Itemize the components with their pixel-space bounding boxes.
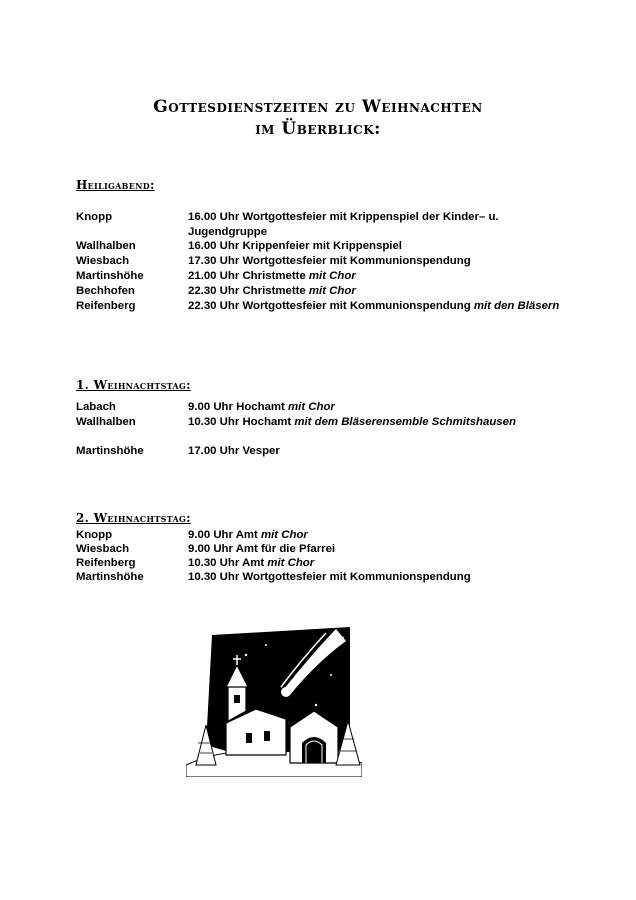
schedule-time-text: 10.30 Uhr Hochamt	[188, 416, 292, 428]
schedule-text	[188, 210, 566, 240]
page-title-line-1: Gottesdienstzeiten zu Weihnachten	[153, 97, 483, 117]
schedule-place: Martinshöhe	[76, 445, 144, 457]
schedule-note: mit den Bläsern	[473, 300, 560, 312]
schedule-place: Bechhofen	[76, 285, 135, 297]
schedule-time-text: 16.00 Uhr Wortgottesfeier mit Krippenspiel der Kinder– u. Jugendgruppe	[188, 211, 499, 238]
schedule-place: Knopp	[76, 529, 113, 541]
schedule-place: Wiesbach	[76, 255, 130, 267]
schedule-place: Reifenberg	[76, 557, 136, 569]
schedule-place: Wiesbach	[76, 543, 130, 555]
schedule-time-text: 9.00 Uhr Amt	[188, 529, 258, 541]
schedule-time-text: 17.00 Uhr Vesper	[188, 445, 280, 457]
church-comet-icon	[186, 615, 362, 777]
schedule-time-text: 9.00 Uhr Amt für die Pfarrei	[188, 543, 336, 555]
section-heading-weihnachtstag-1: 1. Weihnachtstag:	[76, 378, 191, 392]
schedule-time-text: 22.30 Uhr Christmette	[188, 285, 306, 297]
schedule-place: Wallhalben	[76, 240, 136, 252]
section-heading-heiligabend: Heiligabend:	[76, 178, 155, 192]
schedule-place: Martinshöhe	[76, 571, 144, 583]
schedule-time-text: 9.00 Uhr Hochamt	[188, 401, 285, 413]
christmas-church-comet-illustration	[186, 615, 362, 777]
schedule-note: mit Chor	[308, 285, 356, 297]
schedule-note: mit Chor	[288, 401, 335, 413]
schedule-note: mit Chor	[308, 270, 356, 282]
schedule-time-text: 22.30 Uhr Wortgottesfeier mit Kommunionspendung	[188, 300, 471, 312]
schedule-place: Knopp	[76, 211, 113, 223]
schedule-note: mit Chor	[267, 557, 315, 569]
schedule-note: mit Chor	[261, 529, 308, 541]
page-title	[0, 96, 636, 140]
schedule-note: mit dem Bläserensemble Schmitshausen	[294, 416, 516, 428]
schedule-time-text: 21.00 Uhr Christmette	[188, 270, 306, 282]
schedule-time-text: 10.30 Uhr Amt	[188, 557, 265, 569]
schedule-time-text: 16.00 Uhr Krippenfeier mit Krippenspiel	[188, 240, 402, 252]
schedule-place: Labach	[76, 401, 116, 413]
section-heading-weihnachtstag-2: 2. Weihnachtstag:	[76, 511, 191, 525]
schedule-place: Reifenberg	[76, 300, 136, 312]
schedule-time-text: 10.30 Uhr Wortgottesfeier mit Kommunionspendung	[188, 571, 471, 583]
schedule-place: Wallhalben	[76, 416, 136, 428]
page-title-line-2: im Überblick:	[255, 119, 381, 139]
schedule-place: Martinshöhe	[76, 270, 144, 282]
schedule-time-text: 17.30 Uhr Wortgottesfeier mit Kommunionspendung	[188, 255, 471, 267]
